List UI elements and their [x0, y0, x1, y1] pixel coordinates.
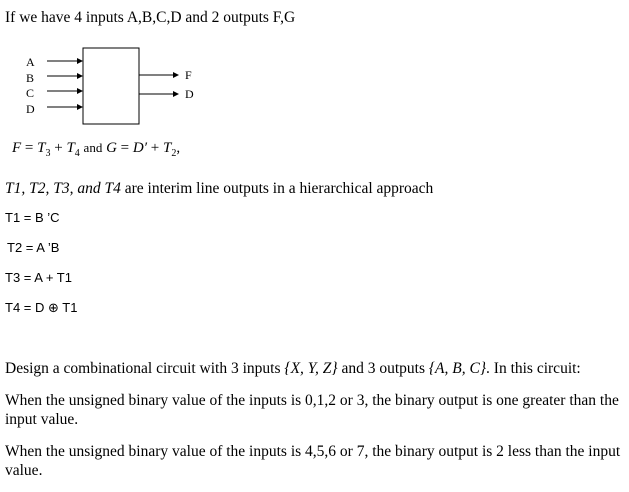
- eq-t3: T: [37, 140, 46, 156]
- intro-text: If we have 4 inputs A,B,C,D and 2 outputs F,G: [5, 9, 296, 26]
- output-label-d: D: [185, 87, 194, 101]
- eq-t4: T: [66, 140, 75, 156]
- eq-comma: ,: [176, 140, 181, 156]
- design-outputs-set: {A, B, C}: [428, 360, 487, 377]
- eq-dprime: D′: [132, 140, 148, 156]
- design-pre: Design a combinational circuit with 3 inputs: [5, 360, 281, 377]
- output-label-f: F: [185, 68, 192, 82]
- eq-t2-sub: 2: [171, 148, 177, 159]
- def-t2: T2 = A ’B: [7, 240, 60, 255]
- rule-1: When the unsigned binary value of the inputs is 0,1,2 or 3, the binary output is one greater than the input value.: [5, 392, 619, 428]
- eq-plus-2: +: [150, 140, 160, 156]
- design-post: . In this circuit:: [486, 360, 581, 377]
- def-t3: T3 = A + T1: [5, 270, 72, 285]
- eq-and: and: [83, 140, 103, 155]
- eq-plus-1: +: [54, 140, 63, 156]
- eq-t3-sub: 3: [45, 148, 51, 159]
- def-t4: T4 = D ⊕ T1: [5, 300, 78, 315]
- rule-2: When the unsigned binary value of the inputs is 4,5,6 or 7, the binary output is 2 less than the input value.: [5, 443, 621, 479]
- equation-line: [12, 140, 180, 159]
- eq-equals-1: =: [24, 140, 34, 156]
- input-label-c: C: [26, 86, 35, 100]
- interim-text: are interim line outputs in a hierarchical approach: [124, 180, 434, 197]
- eq-equals-2: =: [120, 140, 130, 156]
- interim-math: T1, T2, T3, and T4: [5, 180, 121, 197]
- eq-t4-sub: 4: [74, 148, 80, 159]
- design-mid: and 3 outputs: [341, 360, 425, 377]
- design-inputs-set: {X, Y, Z}: [284, 360, 338, 377]
- eq-t2: T: [162, 140, 172, 156]
- design-line: [5, 360, 581, 378]
- block-diagram: [0, 45, 220, 125]
- def-t1: T1 = B ’C: [5, 210, 60, 225]
- eq-g: G: [106, 140, 117, 156]
- input-label-d: D: [26, 102, 35, 116]
- eq-f: F: [12, 140, 22, 156]
- input-label-a: A: [26, 55, 35, 69]
- interim-line: [5, 180, 433, 198]
- circuit-block: [83, 48, 139, 124]
- input-label-b: B: [26, 71, 35, 85]
